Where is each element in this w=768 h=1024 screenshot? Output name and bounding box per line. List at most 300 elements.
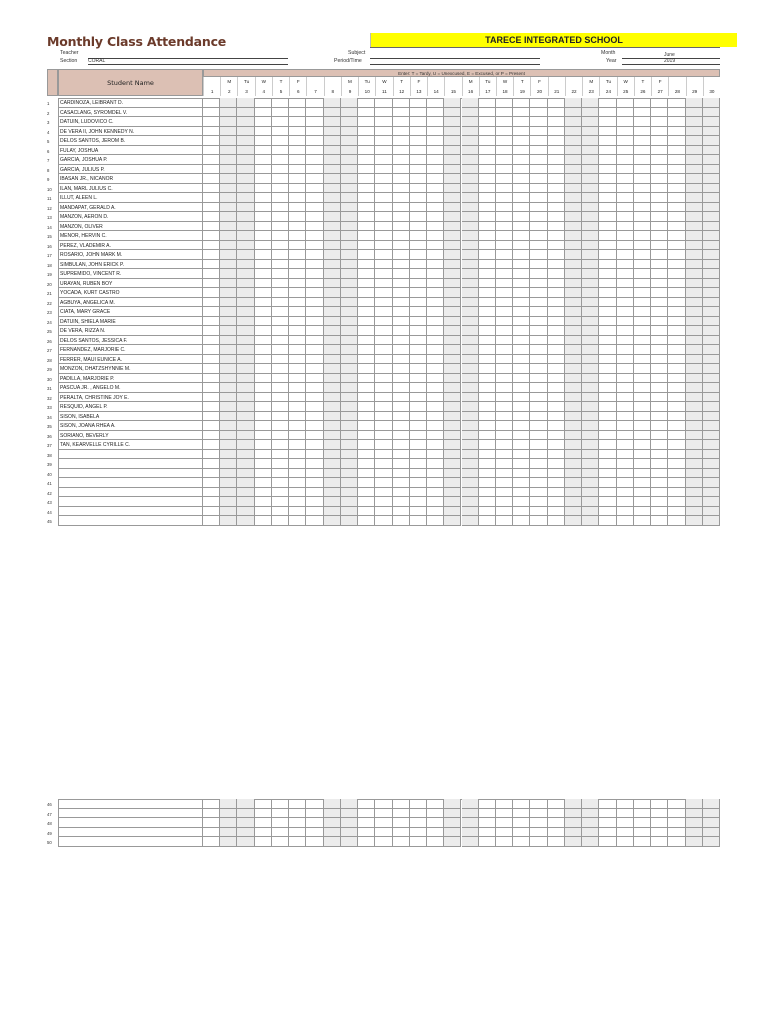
attendance-cell[interactable]	[651, 184, 668, 194]
attendance-cell[interactable]	[582, 155, 599, 165]
attendance-cell[interactable]	[444, 146, 461, 156]
attendance-cell[interactable]	[565, 799, 582, 809]
attendance-cell[interactable]	[255, 184, 272, 194]
attendance-cell[interactable]	[203, 203, 220, 213]
attendance-cell[interactable]	[237, 222, 254, 232]
attendance-cell[interactable]	[341, 478, 358, 488]
attendance-cell[interactable]	[686, 146, 703, 156]
attendance-cell[interactable]	[530, 450, 547, 460]
attendance-cell[interactable]	[358, 146, 375, 156]
attendance-cell[interactable]	[496, 818, 513, 828]
attendance-cell[interactable]	[358, 222, 375, 232]
attendance-cell[interactable]	[375, 108, 392, 118]
attendance-cell[interactable]	[289, 108, 306, 118]
attendance-cell[interactable]	[203, 440, 220, 450]
attendance-cell[interactable]	[686, 828, 703, 838]
attendance-cell[interactable]	[479, 818, 496, 828]
attendance-cell[interactable]	[599, 478, 616, 488]
attendance-cell[interactable]	[513, 117, 530, 127]
attendance-cell[interactable]	[427, 507, 444, 517]
attendance-cell[interactable]	[306, 231, 323, 241]
attendance-cell[interactable]	[220, 260, 237, 270]
attendance-cell[interactable]	[651, 326, 668, 336]
attendance-cell[interactable]	[306, 279, 323, 289]
attendance-cell[interactable]	[479, 212, 496, 222]
attendance-cell[interactable]	[651, 450, 668, 460]
attendance-cell[interactable]	[375, 260, 392, 270]
attendance-cell[interactable]	[686, 108, 703, 118]
attendance-cell[interactable]	[582, 269, 599, 279]
attendance-cell[interactable]	[513, 402, 530, 412]
attendance-cell[interactable]	[237, 231, 254, 241]
attendance-cell[interactable]	[651, 507, 668, 517]
attendance-cell[interactable]	[375, 450, 392, 460]
attendance-cell[interactable]	[324, 165, 341, 175]
attendance-cell[interactable]	[324, 269, 341, 279]
attendance-cell[interactable]	[513, 450, 530, 460]
student-name-cell[interactable]: DATUIN, SHIELA MARIE	[58, 317, 203, 327]
student-name-cell[interactable]: YOCADA, KURT CASTRO	[58, 288, 203, 298]
attendance-cell[interactable]	[582, 412, 599, 422]
attendance-cell[interactable]	[548, 326, 565, 336]
attendance-cell[interactable]	[565, 459, 582, 469]
attendance-cell[interactable]	[375, 127, 392, 137]
attendance-cell[interactable]	[306, 212, 323, 222]
attendance-cell[interactable]	[220, 307, 237, 317]
attendance-cell[interactable]	[410, 469, 427, 479]
attendance-cell[interactable]	[617, 136, 634, 146]
attendance-cell[interactable]	[582, 279, 599, 289]
student-name-cell[interactable]	[58, 809, 203, 819]
attendance-cell[interactable]	[617, 478, 634, 488]
attendance-cell[interactable]	[341, 431, 358, 441]
attendance-cell[interactable]	[358, 165, 375, 175]
attendance-cell[interactable]	[548, 364, 565, 374]
attendance-cell[interactable]	[617, 818, 634, 828]
attendance-cell[interactable]	[617, 108, 634, 118]
attendance-cell[interactable]	[599, 497, 616, 507]
attendance-cell[interactable]	[668, 326, 685, 336]
attendance-cell[interactable]	[255, 174, 272, 184]
attendance-cell[interactable]	[324, 837, 341, 847]
attendance-cell[interactable]	[255, 478, 272, 488]
attendance-cell[interactable]	[324, 146, 341, 156]
attendance-cell[interactable]	[255, 488, 272, 498]
attendance-cell[interactable]	[237, 364, 254, 374]
attendance-cell[interactable]	[324, 155, 341, 165]
attendance-cell[interactable]	[358, 336, 375, 346]
attendance-cell[interactable]	[410, 184, 427, 194]
attendance-cell[interactable]	[651, 174, 668, 184]
attendance-cell[interactable]	[496, 393, 513, 403]
attendance-cell[interactable]	[496, 241, 513, 251]
attendance-cell[interactable]	[530, 383, 547, 393]
attendance-cell[interactable]	[548, 307, 565, 317]
attendance-cell[interactable]	[255, 146, 272, 156]
attendance-cell[interactable]	[686, 364, 703, 374]
attendance-cell[interactable]	[479, 279, 496, 289]
attendance-cell[interactable]	[686, 136, 703, 146]
attendance-cell[interactable]	[513, 231, 530, 241]
attendance-cell[interactable]	[513, 136, 530, 146]
attendance-cell[interactable]	[530, 250, 547, 260]
attendance-cell[interactable]	[668, 364, 685, 374]
attendance-cell[interactable]	[599, 203, 616, 213]
attendance-cell[interactable]	[530, 412, 547, 422]
attendance-cell[interactable]	[617, 393, 634, 403]
attendance-cell[interactable]	[375, 231, 392, 241]
attendance-cell[interactable]	[272, 393, 289, 403]
attendance-cell[interactable]	[289, 507, 306, 517]
attendance-cell[interactable]	[462, 288, 479, 298]
attendance-cell[interactable]	[703, 326, 720, 336]
attendance-cell[interactable]	[289, 450, 306, 460]
attendance-cell[interactable]	[668, 193, 685, 203]
attendance-cell[interactable]	[496, 307, 513, 317]
attendance-cell[interactable]	[565, 193, 582, 203]
attendance-cell[interactable]	[410, 250, 427, 260]
attendance-cell[interactable]	[599, 364, 616, 374]
attendance-cell[interactable]	[599, 355, 616, 365]
student-name-cell[interactable]: FULAY, JOSHUA	[58, 146, 203, 156]
attendance-cell[interactable]	[203, 516, 220, 526]
attendance-cell[interactable]	[513, 383, 530, 393]
attendance-cell[interactable]	[479, 307, 496, 317]
attendance-cell[interactable]	[634, 412, 651, 422]
attendance-cell[interactable]	[496, 431, 513, 441]
attendance-cell[interactable]	[513, 828, 530, 838]
attendance-cell[interactable]	[444, 818, 461, 828]
attendance-cell[interactable]	[427, 440, 444, 450]
attendance-cell[interactable]	[462, 98, 479, 108]
attendance-cell[interactable]	[289, 307, 306, 317]
attendance-cell[interactable]	[686, 488, 703, 498]
attendance-cell[interactable]	[220, 174, 237, 184]
attendance-cell[interactable]	[341, 345, 358, 355]
attendance-cell[interactable]	[479, 469, 496, 479]
attendance-cell[interactable]	[358, 98, 375, 108]
attendance-cell[interactable]	[513, 260, 530, 270]
attendance-cell[interactable]	[255, 317, 272, 327]
attendance-cell[interactable]	[410, 355, 427, 365]
attendance-cell[interactable]	[617, 345, 634, 355]
attendance-cell[interactable]	[237, 155, 254, 165]
attendance-cell[interactable]	[375, 799, 392, 809]
attendance-cell[interactable]	[462, 250, 479, 260]
attendance-cell[interactable]	[358, 317, 375, 327]
attendance-cell[interactable]	[272, 165, 289, 175]
attendance-cell[interactable]	[324, 497, 341, 507]
attendance-cell[interactable]	[375, 837, 392, 847]
attendance-cell[interactable]	[237, 336, 254, 346]
attendance-cell[interactable]	[565, 469, 582, 479]
attendance-cell[interactable]	[427, 431, 444, 441]
attendance-cell[interactable]	[565, 336, 582, 346]
attendance-cell[interactable]	[496, 336, 513, 346]
attendance-cell[interactable]	[462, 374, 479, 384]
attendance-cell[interactable]	[496, 165, 513, 175]
attendance-cell[interactable]	[582, 818, 599, 828]
attendance-cell[interactable]	[686, 374, 703, 384]
attendance-cell[interactable]	[668, 298, 685, 308]
attendance-cell[interactable]	[703, 288, 720, 298]
attendance-cell[interactable]	[203, 212, 220, 222]
student-name-cell[interactable]: CASACLANG, SYROMDEL V.	[58, 108, 203, 118]
student-name-cell[interactable]: GARCIA, JOSHUA P.	[58, 155, 203, 165]
attendance-cell[interactable]	[703, 799, 720, 809]
attendance-cell[interactable]	[686, 117, 703, 127]
attendance-cell[interactable]	[341, 184, 358, 194]
attendance-cell[interactable]	[634, 459, 651, 469]
attendance-cell[interactable]	[272, 431, 289, 441]
attendance-cell[interactable]	[272, 421, 289, 431]
attendance-cell[interactable]	[462, 298, 479, 308]
attendance-cell[interactable]	[203, 193, 220, 203]
attendance-cell[interactable]	[479, 507, 496, 517]
attendance-cell[interactable]	[410, 478, 427, 488]
attendance-cell[interactable]	[668, 828, 685, 838]
attendance-cell[interactable]	[617, 98, 634, 108]
attendance-cell[interactable]	[272, 469, 289, 479]
attendance-cell[interactable]	[272, 488, 289, 498]
attendance-cell[interactable]	[462, 326, 479, 336]
attendance-cell[interactable]	[255, 193, 272, 203]
attendance-cell[interactable]	[255, 516, 272, 526]
attendance-cell[interactable]	[668, 222, 685, 232]
student-name-cell[interactable]	[58, 497, 203, 507]
attendance-cell[interactable]	[444, 393, 461, 403]
attendance-cell[interactable]	[341, 421, 358, 431]
attendance-cell[interactable]	[582, 336, 599, 346]
attendance-cell[interactable]	[617, 497, 634, 507]
attendance-cell[interactable]	[375, 818, 392, 828]
attendance-cell[interactable]	[479, 828, 496, 838]
attendance-cell[interactable]	[651, 364, 668, 374]
attendance-cell[interactable]	[255, 231, 272, 241]
attendance-cell[interactable]	[306, 317, 323, 327]
attendance-cell[interactable]	[496, 478, 513, 488]
attendance-cell[interactable]	[634, 193, 651, 203]
attendance-cell[interactable]	[565, 837, 582, 847]
attendance-cell[interactable]	[375, 279, 392, 289]
attendance-cell[interactable]	[427, 336, 444, 346]
attendance-cell[interactable]	[237, 127, 254, 137]
attendance-cell[interactable]	[272, 241, 289, 251]
attendance-cell[interactable]	[289, 174, 306, 184]
attendance-cell[interactable]	[444, 136, 461, 146]
attendance-cell[interactable]	[324, 250, 341, 260]
attendance-cell[interactable]	[668, 98, 685, 108]
attendance-cell[interactable]	[410, 402, 427, 412]
attendance-cell[interactable]	[427, 402, 444, 412]
attendance-cell[interactable]	[496, 497, 513, 507]
attendance-cell[interactable]	[617, 165, 634, 175]
attendance-cell[interactable]	[341, 279, 358, 289]
attendance-cell[interactable]	[341, 260, 358, 270]
attendance-cell[interactable]	[306, 288, 323, 298]
attendance-cell[interactable]	[427, 203, 444, 213]
attendance-cell[interactable]	[617, 809, 634, 819]
attendance-cell[interactable]	[393, 193, 410, 203]
attendance-cell[interactable]	[582, 317, 599, 327]
attendance-cell[interactable]	[686, 307, 703, 317]
attendance-cell[interactable]	[358, 450, 375, 460]
attendance-cell[interactable]	[375, 203, 392, 213]
attendance-cell[interactable]	[306, 345, 323, 355]
attendance-cell[interactable]	[703, 117, 720, 127]
attendance-cell[interactable]	[375, 412, 392, 422]
attendance-cell[interactable]	[324, 288, 341, 298]
attendance-cell[interactable]	[393, 488, 410, 498]
attendance-cell[interactable]	[237, 250, 254, 260]
attendance-cell[interactable]	[651, 203, 668, 213]
attendance-cell[interactable]	[255, 431, 272, 441]
attendance-cell[interactable]	[651, 155, 668, 165]
attendance-cell[interactable]	[220, 478, 237, 488]
attendance-cell[interactable]	[582, 809, 599, 819]
attendance-cell[interactable]	[479, 98, 496, 108]
attendance-cell[interactable]	[444, 336, 461, 346]
attendance-cell[interactable]	[496, 212, 513, 222]
attendance-cell[interactable]	[686, 459, 703, 469]
attendance-cell[interactable]	[410, 383, 427, 393]
attendance-cell[interactable]	[393, 507, 410, 517]
attendance-cell[interactable]	[203, 269, 220, 279]
attendance-cell[interactable]	[220, 146, 237, 156]
attendance-cell[interactable]	[324, 174, 341, 184]
attendance-cell[interactable]	[617, 212, 634, 222]
attendance-cell[interactable]	[548, 127, 565, 137]
attendance-cell[interactable]	[462, 488, 479, 498]
attendance-cell[interactable]	[341, 469, 358, 479]
attendance-cell[interactable]	[651, 212, 668, 222]
attendance-cell[interactable]	[496, 317, 513, 327]
attendance-cell[interactable]	[651, 393, 668, 403]
attendance-cell[interactable]	[668, 203, 685, 213]
student-name-cell[interactable]: MANZON, AERON D.	[58, 212, 203, 222]
attendance-cell[interactable]	[634, 146, 651, 156]
attendance-cell[interactable]	[289, 298, 306, 308]
attendance-cell[interactable]	[530, 231, 547, 241]
attendance-cell[interactable]	[617, 260, 634, 270]
attendance-cell[interactable]	[565, 326, 582, 336]
attendance-cell[interactable]	[410, 174, 427, 184]
attendance-cell[interactable]	[703, 212, 720, 222]
attendance-cell[interactable]	[306, 450, 323, 460]
attendance-cell[interactable]	[582, 212, 599, 222]
attendance-cell[interactable]	[617, 507, 634, 517]
attendance-cell[interactable]	[341, 459, 358, 469]
attendance-cell[interactable]	[599, 421, 616, 431]
attendance-cell[interactable]	[565, 127, 582, 137]
attendance-cell[interactable]	[599, 193, 616, 203]
attendance-cell[interactable]	[651, 108, 668, 118]
attendance-cell[interactable]	[496, 231, 513, 241]
attendance-cell[interactable]	[444, 469, 461, 479]
attendance-cell[interactable]	[651, 488, 668, 498]
attendance-cell[interactable]	[668, 288, 685, 298]
attendance-cell[interactable]	[427, 421, 444, 431]
attendance-cell[interactable]	[479, 431, 496, 441]
attendance-cell[interactable]	[427, 828, 444, 838]
attendance-cell[interactable]	[220, 155, 237, 165]
attendance-cell[interactable]	[530, 279, 547, 289]
attendance-cell[interactable]	[427, 818, 444, 828]
attendance-cell[interactable]	[341, 412, 358, 422]
attendance-cell[interactable]	[272, 317, 289, 327]
attendance-cell[interactable]	[462, 174, 479, 184]
attendance-cell[interactable]	[582, 488, 599, 498]
attendance-cell[interactable]	[341, 127, 358, 137]
attendance-cell[interactable]	[599, 108, 616, 118]
attendance-cell[interactable]	[599, 488, 616, 498]
attendance-cell[interactable]	[582, 459, 599, 469]
attendance-cell[interactable]	[530, 269, 547, 279]
attendance-cell[interactable]	[479, 364, 496, 374]
attendance-cell[interactable]	[530, 828, 547, 838]
student-name-cell[interactable]	[58, 516, 203, 526]
attendance-cell[interactable]	[220, 431, 237, 441]
attendance-cell[interactable]	[324, 450, 341, 460]
attendance-cell[interactable]	[410, 269, 427, 279]
student-name-cell[interactable]: SIMBULAN, JOHN ERICK P.	[58, 260, 203, 270]
attendance-cell[interactable]	[599, 288, 616, 298]
attendance-cell[interactable]	[410, 364, 427, 374]
attendance-cell[interactable]	[651, 127, 668, 137]
attendance-cell[interactable]	[496, 193, 513, 203]
attendance-cell[interactable]	[651, 260, 668, 270]
attendance-cell[interactable]	[358, 326, 375, 336]
attendance-cell[interactable]	[668, 336, 685, 346]
attendance-cell[interactable]	[686, 288, 703, 298]
attendance-cell[interactable]	[306, 155, 323, 165]
attendance-cell[interactable]	[634, 136, 651, 146]
attendance-cell[interactable]	[410, 127, 427, 137]
attendance-cell[interactable]	[272, 516, 289, 526]
attendance-cell[interactable]	[410, 828, 427, 838]
attendance-cell[interactable]	[272, 127, 289, 137]
attendance-cell[interactable]	[289, 98, 306, 108]
attendance-cell[interactable]	[651, 355, 668, 365]
attendance-cell[interactable]	[393, 136, 410, 146]
student-name-cell[interactable]: RESQUID, ANGEL P.	[58, 402, 203, 412]
attendance-cell[interactable]	[479, 837, 496, 847]
attendance-cell[interactable]	[410, 440, 427, 450]
attendance-cell[interactable]	[462, 279, 479, 289]
attendance-cell[interactable]	[324, 799, 341, 809]
attendance-cell[interactable]	[341, 241, 358, 251]
attendance-cell[interactable]	[530, 799, 547, 809]
attendance-cell[interactable]	[375, 269, 392, 279]
attendance-cell[interactable]	[203, 345, 220, 355]
attendance-cell[interactable]	[513, 212, 530, 222]
attendance-cell[interactable]	[479, 298, 496, 308]
student-name-cell[interactable]	[58, 459, 203, 469]
attendance-cell[interactable]	[306, 383, 323, 393]
attendance-cell[interactable]	[341, 364, 358, 374]
attendance-cell[interactable]	[237, 269, 254, 279]
attendance-cell[interactable]	[341, 450, 358, 460]
attendance-cell[interactable]	[255, 298, 272, 308]
attendance-cell[interactable]	[375, 174, 392, 184]
attendance-cell[interactable]	[289, 136, 306, 146]
attendance-cell[interactable]	[582, 431, 599, 441]
attendance-cell[interactable]	[462, 478, 479, 488]
attendance-cell[interactable]	[393, 837, 410, 847]
attendance-cell[interactable]	[599, 809, 616, 819]
attendance-cell[interactable]	[634, 326, 651, 336]
attendance-cell[interactable]	[427, 146, 444, 156]
